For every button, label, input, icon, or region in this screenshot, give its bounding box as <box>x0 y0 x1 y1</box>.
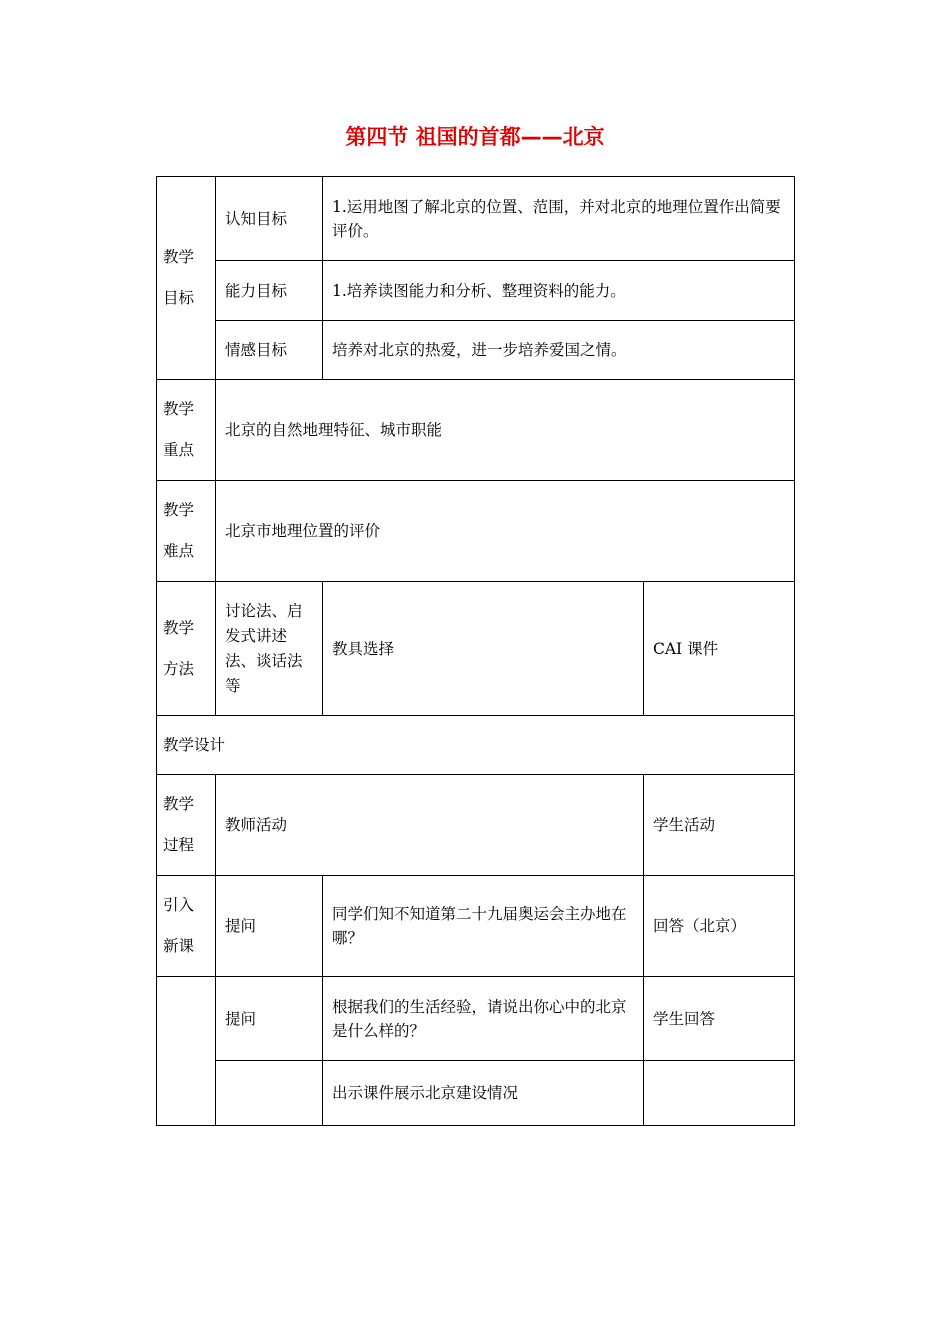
label-line-2: 目标 <box>163 289 195 307</box>
step-row <box>157 1061 795 1126</box>
objective-label: 能力目标 <box>216 261 323 321</box>
method-label <box>157 582 216 716</box>
student-activity: 回答（北京） <box>644 876 795 977</box>
label-line-1: 教学 <box>163 400 195 418</box>
intro-row <box>157 876 795 977</box>
objective-content: 1.培养读图能力和分析、整理资料的能力。 <box>323 261 795 321</box>
objective-row <box>157 177 795 261</box>
objective-label: 情感目标 <box>216 321 323 380</box>
label-line-1: 教学 <box>163 248 195 266</box>
teacher-activity: 出示课件展示北京建设情况 <box>323 1061 644 1126</box>
label-line-2: 过程 <box>163 836 195 854</box>
method-content: 讨论法、启发式讲述法、谈话法等 <box>216 582 323 716</box>
objective-row <box>157 321 795 380</box>
objectives-group-label <box>157 177 216 380</box>
step-label: 提问 <box>216 977 323 1061</box>
student-activity <box>644 1061 795 1126</box>
objective-row <box>157 261 795 321</box>
teacher-activity: 根据我们的生活经验，请说出你心中的北京是什么样的？ <box>323 977 644 1061</box>
label-line-1: 引入 <box>163 896 195 914</box>
tools-value: CAI 课件 <box>644 582 795 716</box>
intro-label <box>157 876 216 977</box>
empty-label-cell <box>157 977 216 1126</box>
student-activity: 学生回答 <box>644 977 795 1061</box>
process-label <box>157 775 216 876</box>
objective-label: 认知目标 <box>216 177 323 261</box>
teacher-activity-header: 教师活动 <box>216 775 644 876</box>
step-row <box>157 977 795 1061</box>
objective-content: 培养对北京的热爱，进一步培养爱国之情。 <box>323 321 795 380</box>
label-line-1: 教学 <box>163 501 195 519</box>
objective-content: 1.运用地图了解北京的位置、范围，并对北京的地理位置作出简要评价。 <box>323 177 795 261</box>
step-label <box>216 1061 323 1126</box>
label-line-2: 方法 <box>163 659 195 678</box>
difficulty-row <box>157 481 795 582</box>
page-title: 第四节 祖国的首都——北京 <box>345 125 605 149</box>
key-point-content: 北京的自然地理特征、城市职能 <box>216 380 795 481</box>
label-line-1: 教学 <box>163 795 195 813</box>
difficulty-content: 北京市地理位置的评价 <box>216 481 795 582</box>
process-header-row <box>157 775 795 876</box>
label-line-2: 新课 <box>163 937 195 955</box>
step-label: 提问 <box>216 876 323 977</box>
key-point-row <box>157 380 795 481</box>
label-line-2: 难点 <box>163 542 195 560</box>
teacher-activity: 同学们知不知道第二十九届奥运会主办地在哪？ <box>323 876 644 977</box>
design-row <box>157 716 795 775</box>
label-line-1: 教学 <box>163 618 195 637</box>
label-line-2: 重点 <box>163 441 195 459</box>
student-activity-header: 学生活动 <box>644 775 795 876</box>
lesson-plan-table <box>156 176 795 1126</box>
design-label: 教学设计 <box>157 716 795 775</box>
method-row <box>157 582 795 716</box>
difficulty-label <box>157 481 216 582</box>
key-point-label <box>157 380 216 481</box>
tools-label: 教具选择 <box>323 582 644 716</box>
